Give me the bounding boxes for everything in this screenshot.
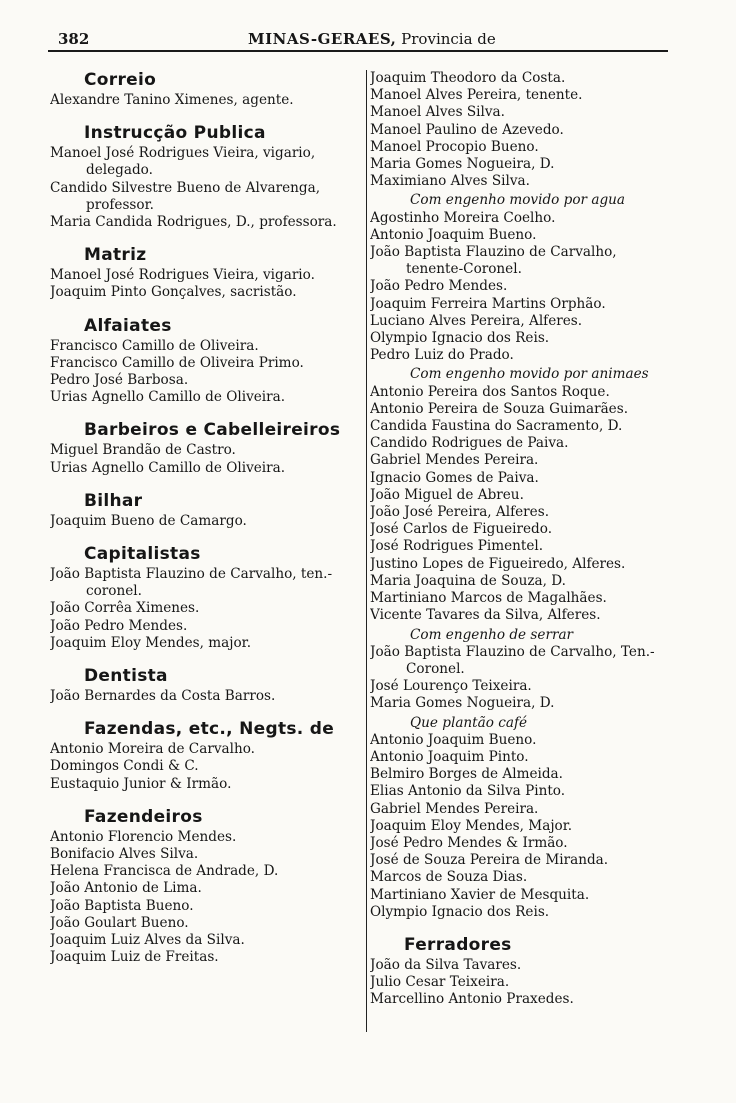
directory-entry: João José Pereira, Alferes. [370,504,550,521]
directory-section [50,666,362,705]
directory-section [370,192,670,364]
directory-entry: Pedro José Barbosa. [50,372,189,389]
directory-entry: Joaquim Ferreira Martins Orphão. [370,295,606,312]
directory-entry: José de Souza Pereira de Miranda. [370,852,609,869]
section-subheading: Com engenho movido por agua [410,192,626,209]
directory-entry: Joaquim Theodoro da Costa. [370,70,566,86]
directory-entry: José Carlos de Figueiredo. [370,521,553,538]
directory-entry: Martiniano Marcos de Magalhães. [370,590,607,607]
directory-entry: Maria Candida Rodrigues, D., professora. [50,214,337,231]
directory-entry: João Bernardes da Costa Barros. [50,688,276,705]
page-number: 382 [58,30,90,48]
directory-entry: Agostinho Moreira Coelho. [370,209,556,226]
directory-entry: Bonifacio Alves Silva. [50,846,199,863]
directory-entry: João da Silva Tavares. [370,956,522,973]
directory-entry: João Miguel de Abreu. [370,486,524,503]
directory-entry: João Baptista Flauzino de Carvalho, Ten.-Coronel. [370,643,655,677]
directory-section [370,627,670,713]
directory-section [50,316,362,407]
directory-section [50,719,362,793]
directory-entry: Justino Lopes de Figueiredo, Alferes. [370,555,626,572]
directory-entry: João Baptista Flauzino de Carvalho, ten.-coronel. [50,566,333,600]
directory-section [50,123,362,231]
directory-entry: Gabriel Mendes Pereira. [370,800,539,817]
directory-section [370,715,670,921]
directory-entry: Maria Gomes Nogueira, D. [370,695,555,712]
section-subheading: Que plantão café [410,714,528,731]
section-heading: Alfaiates [84,315,172,336]
left-column [50,70,362,967]
directory-entry: Gabriel Mendes Pereira. [370,452,539,469]
section-heading: Dentista [84,666,168,687]
directory-section [50,420,362,476]
directory-entry: Manoel José Rodrigues Vieira, vigario. [50,267,315,284]
directory-section [370,70,670,190]
directory-entry: Maria Gomes Nogueira, D. [370,156,555,173]
directory-entry: João Goulart Bueno. [50,914,189,931]
directory-section [50,245,362,301]
directory-section [50,807,362,967]
directory-entry: Ignacio Gomes de Paiva. [370,469,539,486]
directory-entry: Antonio Joaquim Bueno. [370,731,537,748]
directory-entry: Antonio Pereira dos Santos Roque. [370,383,610,400]
page-header [48,26,668,52]
directory-section [370,366,670,624]
directory-entry: Maria Joaquina de Souza, D. [370,572,566,589]
directory-entry: João Corrêa Ximenes. [50,600,200,617]
right-column [370,70,670,1009]
directory-entry: Candida Faustina do Sacramento, D. [370,418,623,435]
directory-entry: Alexandre Tanino Ximenes, agente. [50,92,294,108]
directory-entry: Candido Rodrigues de Paiva. [370,435,569,452]
directory-entry: Antonio Florencio Mendes. [50,828,237,845]
directory-section [370,935,670,1009]
directory-entry: Antonio Joaquim Pinto. [370,748,529,765]
directory-entry: Joaquim Eloy Mendes, major. [50,634,252,651]
directory-entry: Candido Silvestre Bueno de Alvarenga, professor. [50,179,321,213]
directory-entry: João Baptista Flauzino de Carvalho, tenente-Coronel. [370,244,617,278]
directory-entry: Manoel Procopio Bueno. [370,138,539,155]
section-subheading: Com engenho de serrar [410,626,574,643]
directory-entry: Francisco Camillo de Oliveira Primo. [50,354,304,371]
directory-entry: João Antonio de Lima. [50,880,202,897]
directory-entry: Luciano Alves Pereira, Alferes. [370,312,583,329]
section-subheading: Com engenho movido por animaes [410,366,649,383]
directory-entry: Domingos Condi & C. [50,758,199,775]
directory-entry: Julio Cesar Teixeira. [370,974,510,991]
section-heading: Instrucção Publica [84,123,266,144]
directory-entry: Marcos de Souza Dias. [370,869,528,886]
section-heading: Barbeiros e Cabelleireiros [84,420,341,441]
directory-entry: Eustaquio Junior & Irmão. [50,775,232,792]
directory-entry: Marcellino Antonio Praxedes. [370,991,574,1008]
running-title [248,28,496,50]
directory-entry: Joaquim Eloy Mendes, Major. [370,817,573,834]
directory-entry: José Lourenço Teixeira. [370,678,532,695]
section-heading: Bilhar [84,490,143,511]
directory-entry: Joaquim Luiz de Freitas. [50,949,219,966]
directory-entry: Antonio Pereira de Souza Guimarães. [370,400,629,417]
directory-entry: Vicente Tavares da Silva, Alferes. [370,607,601,624]
directory-entry: Urias Agnello Camillo de Oliveira. [50,389,286,406]
directory-entry: Joaquim Bueno de Camargo. [50,512,247,529]
section-heading: Matriz [84,245,147,266]
directory-entry: Joaquim Luiz Alves da Silva. [50,932,245,949]
directory-entry: Elias Antonio da Silva Pinto. [370,783,566,800]
directory-section [50,544,362,652]
running-title-rest: Provincia de [401,30,496,48]
directory-entry: Manoel Alves Silva. [370,104,505,121]
directory-section [50,491,362,530]
directory-entry: Urias Agnello Camillo de Oliveira. [50,459,286,476]
column-divider [366,70,367,1032]
directory-entry: João Pedro Mendes. [50,617,188,634]
section-heading: Correio [84,70,157,90]
directory-entry: Olympio Ignacio dos Reis. [370,903,550,920]
directory-entry: Pedro Luiz do Prado. [370,347,514,364]
directory-entry: Miguel Brandão de Castro. [50,442,236,459]
directory-entry: João Pedro Mendes. [370,278,508,295]
directory-entry: Martiniano Xavier de Mesquita. [370,886,590,903]
directory-entry: Manoel Paulino de Azevedo. [370,121,564,138]
directory-entry: Maximiano Alves Silva. [370,173,530,190]
directory-entry: Antonio Joaquim Bueno. [370,226,537,243]
section-heading: Capitalistas [84,544,201,565]
directory-entry: Olympio Ignacio dos Reis. [370,330,550,347]
directory-entry: Joaquim Pinto Gonçalves, sacristão. [50,284,297,301]
directory-entry: Helena Francisca de Andrade, D. [50,863,279,880]
section-heading: Fazendas, etc., Negts. de [84,719,335,740]
running-title-bold: MINAS-GERAES, [248,30,397,48]
directory-entry: Francisco Camillo de Oliveira. [50,337,259,354]
directory-entry: Manoel José Rodrigues Vieira, vigario, delegado. [50,145,316,179]
directory-entry: Belmiro Borges de Almeida. [370,766,563,783]
directory-section [50,70,362,109]
section-heading: Fazendeiros [84,806,203,827]
directory-entry: Manoel Alves Pereira, tenente. [370,87,583,104]
directory-entry: João Baptista Bueno. [50,897,194,914]
directory-entry: José Pedro Mendes & Irmão. [370,834,568,851]
directory-entry: José Rodrigues Pimentel. [370,538,544,555]
section-heading: Ferradores [404,934,512,955]
directory-entry: Antonio Moreira de Carvalho. [50,741,255,758]
